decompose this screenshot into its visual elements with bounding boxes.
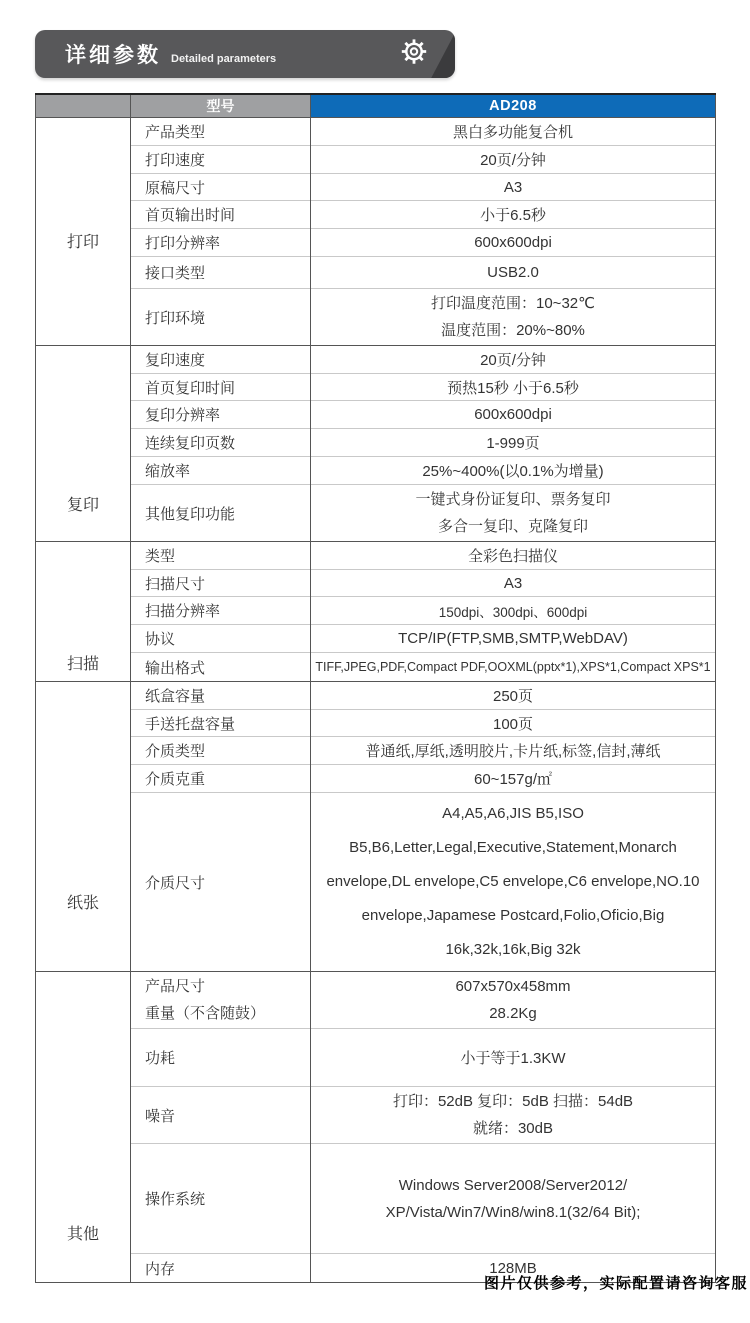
table-row <box>36 485 716 542</box>
param-value: 1-999页 <box>311 429 716 457</box>
param-value: 150dpi、300dpi、600dpi <box>311 597 716 625</box>
param-value: 全彩色扫描仪 <box>311 542 716 570</box>
param-value: 预热15秒 小于6.5秒 <box>311 374 716 401</box>
param-label: 产品类型 <box>131 118 311 146</box>
param-value <box>311 289 716 346</box>
param-value: 100页 <box>311 710 716 737</box>
value-line: 温度范围：20%~80% <box>441 322 585 339</box>
table-row <box>36 625 716 653</box>
table-row <box>36 597 716 625</box>
table-row <box>36 346 716 374</box>
param-value: 250页 <box>311 682 716 710</box>
param-label: 原稿尺寸 <box>131 174 311 201</box>
table-row <box>36 972 716 1029</box>
value-line: 打印温度范围：10~32℃ <box>431 295 595 312</box>
spec-table <box>35 93 716 1283</box>
param-label: 操作系统 <box>131 1144 311 1254</box>
param-value: 小于等于1.3KW <box>311 1029 716 1087</box>
param-label: 其他复印功能 <box>131 485 311 542</box>
table-row <box>36 457 716 485</box>
table-row <box>36 401 716 429</box>
param-label: 复印分辨率 <box>131 401 311 429</box>
param-label: 输出格式 <box>131 653 311 682</box>
param-label: 介质克重 <box>131 765 311 793</box>
param-label: 扫描分辨率 <box>131 597 311 625</box>
value-line: XP/Vista/Win7/Win8/win8.1(32/64 Bit); <box>385 1203 641 1221</box>
table-header-row <box>36 94 716 118</box>
category-cell-scan: 扫描 <box>36 542 131 682</box>
category-cell-copy: 复印 <box>36 346 131 542</box>
value-line: 就绪：30dB <box>472 1120 554 1137</box>
param-label: 扫描尺寸 <box>131 570 311 597</box>
param-label: 协议 <box>131 625 311 653</box>
value-line: 一键式身份证复印、票务复印 <box>415 491 611 508</box>
category-cell-paper: 纸张 <box>36 682 131 972</box>
param-value: 60~157g/㎡ <box>311 765 716 793</box>
value-line: 607x570x458mm <box>455 978 571 995</box>
param-label: 内存 <box>131 1254 311 1283</box>
table-row <box>36 429 716 457</box>
param-value: 黑白多功能复合机 <box>311 118 716 146</box>
param-value <box>311 1144 716 1254</box>
value-line: 28.2Kg <box>489 1005 537 1022</box>
param-label: 缩放率 <box>131 457 311 485</box>
table-row <box>36 1087 716 1144</box>
table-row <box>36 146 716 174</box>
table-row <box>36 1029 716 1087</box>
param-value: TIFF,JPEG,PDF,Compact PDF,OOXML(pptx*1),XPS*1,Compact XPS*1 <box>311 653 716 682</box>
param-label: 复印速度 <box>131 346 311 374</box>
banner-title: 详细参数 <box>65 44 161 67</box>
param-label: 纸盒容量 <box>131 682 311 710</box>
value-line: 多合一复印、克隆复印 <box>437 518 588 535</box>
param-value: A4,A5,A6,JIS B5,ISO B5,B6,Letter,Legal,Executive,Statement,Monarch envelope,DL envelope,C5 envelope,C6 envelope,NO.10 envelope,Japamese Postcard,Folio,Oficio,Big 16k,32k,16k,Big 32k <box>311 793 716 972</box>
gear-icon <box>399 37 429 72</box>
param-label: 介质尺寸 <box>131 793 311 972</box>
table-row <box>36 542 716 570</box>
param-value <box>311 485 716 542</box>
param-value: 25%~400%(以0.1%为增量) <box>311 457 716 485</box>
param-label: 类型 <box>131 542 311 570</box>
table-row <box>36 374 716 401</box>
table-row <box>36 765 716 793</box>
param-value: A3 <box>311 174 716 201</box>
param-value <box>311 1087 716 1144</box>
table-row <box>36 1144 716 1254</box>
param-value: 600x600dpi <box>311 401 716 429</box>
value-line: Windows Server2008/Server2012/ <box>398 1176 628 1194</box>
header-empty-cell <box>36 94 131 118</box>
table-row <box>36 682 716 710</box>
param-value: 600x600dpi <box>311 229 716 257</box>
param-label: 介质类型 <box>131 737 311 765</box>
param-value: 128MB <box>311 1254 716 1283</box>
table-row <box>36 289 716 346</box>
table-row <box>36 118 716 146</box>
table-row <box>36 257 716 289</box>
param-label <box>131 972 311 1029</box>
param-label: 接口类型 <box>131 257 311 289</box>
table-row <box>36 570 716 597</box>
banner-subtitle: Detailed parameters <box>171 52 277 65</box>
param-label: 打印速度 <box>131 146 311 174</box>
table-row <box>36 174 716 201</box>
param-label: 首页输出时间 <box>131 201 311 229</box>
table-row <box>36 737 716 765</box>
category-cell-other: 其他 <box>36 972 131 1283</box>
param-label: 功耗 <box>131 1029 311 1087</box>
param-value: 20页/分钟 <box>311 346 716 374</box>
table-row <box>36 793 716 972</box>
param-value: TCP/IP(FTP,SMB,SMTP,WebDAV) <box>311 625 716 653</box>
param-label: 打印分辨率 <box>131 229 311 257</box>
label-line: 重量（不含随鼓） <box>145 1005 266 1022</box>
param-label: 连续复印页数 <box>131 429 311 457</box>
table-row <box>36 710 716 737</box>
detailed-parameters-banner <box>35 30 455 78</box>
param-value: A3 <box>311 570 716 597</box>
label-line: 产品尺寸 <box>145 978 206 995</box>
param-label: 噪音 <box>131 1087 311 1144</box>
category-cell-print: 打印 <box>36 118 131 346</box>
param-value <box>311 972 716 1029</box>
param-label: 手送托盘容量 <box>131 710 311 737</box>
disclaimer-note: 图片仅供参考，实际配置请咨询客服 <box>483 1274 748 1292</box>
table-row <box>36 653 716 682</box>
table-row <box>36 229 716 257</box>
model-label-cell: 型号 <box>131 94 311 118</box>
param-label: 首页复印时间 <box>131 374 311 401</box>
param-label: 打印环境 <box>131 289 311 346</box>
param-value: 20页/分钟 <box>311 146 716 174</box>
param-value: 普通纸,厚纸,透明胶片,卡片纸,标签,信封,薄纸 <box>311 737 716 765</box>
table-row <box>36 201 716 229</box>
value-line: 打印：52dB 复印：5dB 扫描：54dB <box>392 1093 634 1110</box>
param-value: 小于6.5秒 <box>311 201 716 229</box>
param-value: USB2.0 <box>311 257 716 289</box>
model-value-cell: AD208 <box>311 94 716 118</box>
